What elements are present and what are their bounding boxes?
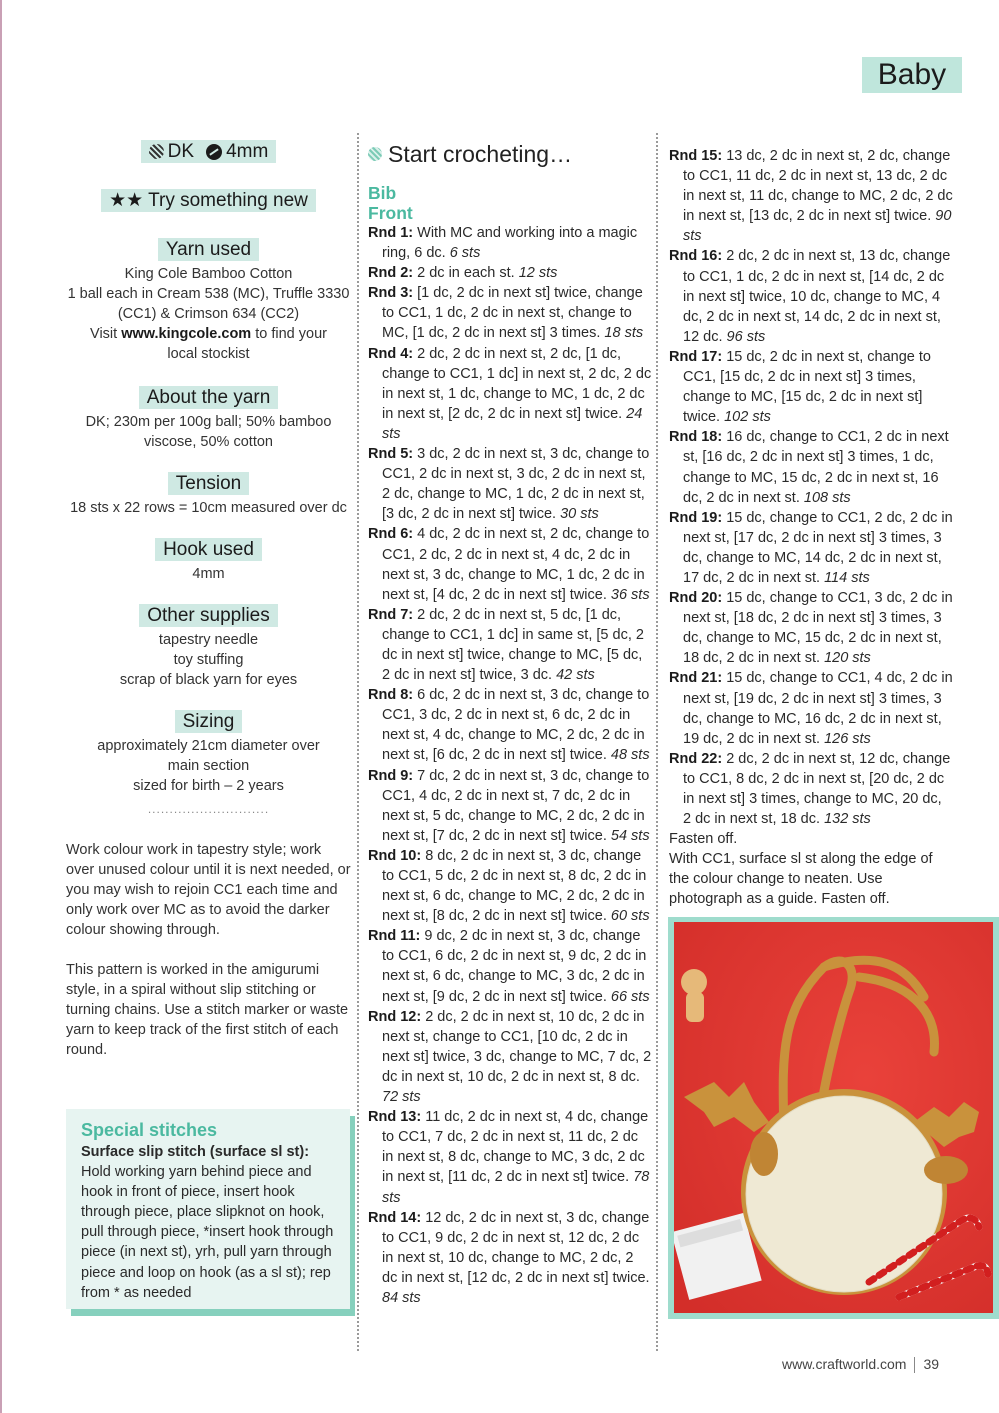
- other-supplies-title: Other supplies: [139, 604, 278, 627]
- round-instructions: 12 dc, 2 dc in next st, 3 dc, change to CC1, 9 dc, 2 dc in next st, 12 dc, 2 dc in next st, 10 dc, change to MC, 2 dc, 2 dc in next st, [12 dc, 2 dc in next st] twice.: [382, 1209, 650, 1286]
- pattern-round: [669, 347, 953, 427]
- pattern-round: [669, 146, 953, 246]
- round-instructions: 3 dc, 2 dc in next st, 3 dc, change to CC1, 2 dc in next st, 3 dc, 2 dc in next st, 2 dc, change to MC, 1 dc, 2 dc in next st, [3 dc, 2 dc in next st] twice.: [382, 446, 650, 523]
- round-label: Rnd 9:: [368, 767, 414, 784]
- round-label: Rnd 13:: [368, 1109, 422, 1126]
- stockist-line: local stockist: [167, 346, 250, 362]
- pattern-round: [669, 427, 953, 507]
- round-label: Rnd 16:: [669, 248, 723, 265]
- about-yarn-title: About the yarn: [139, 386, 279, 409]
- stitch-count: 36 sts: [610, 586, 650, 603]
- round-instructions: 13 dc, 2 dc in next st, 2 dc, change to CC1, 11 dc, 2 dc in next st, 13 dc, 2 dc in next st, 11 dc, change to MC, 2 dc, 2 dc in next st, [13 dc, 2 dc in next st] twice.: [683, 148, 953, 225]
- stitch-count: 42 sts: [556, 667, 595, 684]
- yarn-colours-2: (CC1) & Crimson 634 (CC2): [117, 306, 300, 322]
- dotted-divider: ............................: [147, 802, 270, 816]
- sizing-section: [66, 710, 351, 796]
- sizing-line2: main section: [167, 758, 250, 774]
- stitch-count: 12 sts: [518, 265, 558, 282]
- round-label: Rnd 12:: [368, 1008, 422, 1025]
- heading-text: Start crocheting…: [388, 141, 573, 167]
- stitch-count: 54 sts: [610, 827, 650, 844]
- difficulty-badge: ★★ Try something new: [101, 189, 316, 212]
- stitch-count: 126 sts: [824, 730, 871, 747]
- yarn-brand: King Cole Bamboo Cotton: [124, 266, 293, 282]
- section-tab: Baby: [862, 57, 962, 93]
- stitch-count: 90 sts: [683, 208, 952, 245]
- column-separator: [357, 133, 359, 1351]
- supply-item: toy stuffing: [173, 652, 244, 668]
- round-instructions: 2 dc, 2 dc in next st, 2 dc, [1 dc, change to CC1, 1 dc] in next st, 2 dc, 2 dc in next st, 1 dc, change to MC, 1 dc, 2 dc in next st, [2 dc, 2 dc in next st] twice.: [382, 345, 652, 422]
- stitch-count: 132 sts: [824, 811, 871, 828]
- footer-separator: [914, 1357, 915, 1373]
- pattern-round: [368, 846, 652, 926]
- round-instructions: 15 dc, change to CC1, 2 dc, 2 dc in next st, [17 dc, 2 dc in next st] 3 times, 3 dc, change to MC, 14 dc, 2 dc in next st, 17 dc, 2 dc in next st.: [683, 509, 953, 586]
- supply-item: scrap of black yarn for eyes: [119, 672, 298, 688]
- visit-prefix: Visit: [90, 326, 122, 342]
- pattern-round: [368, 283, 652, 343]
- stitch-count: 24 sts: [382, 405, 643, 442]
- pattern-round: [368, 223, 652, 263]
- supply-item: tapestry needle: [158, 632, 259, 648]
- tension-section: [66, 472, 351, 518]
- visit-suffix: to find your: [251, 326, 327, 342]
- round-label: Rnd 14:: [368, 1209, 422, 1226]
- tapestry-note: Work colour work in tapestry style; work over unused colour until it is next needed, or you may wish to rejoin CC1 each time and only work over MC as to avoid the darker colour showing through.: [66, 842, 351, 938]
- page-footer: [782, 1356, 939, 1373]
- round-instructions: 11 dc, 2 dc in next st, 4 dc, change to CC1, 7 dc, 2 dc in next st, 11 dc, 2 dc in next st, 8 dc, change to MC, 3 dc, 2 dc in next st, [11 dc, 2 dc in next st] twice.: [382, 1109, 649, 1186]
- pattern-round: [669, 508, 953, 588]
- pattern-round: [368, 685, 652, 765]
- yarn-used-title: Yarn used: [158, 238, 259, 261]
- round-label: Rnd 22:: [669, 750, 723, 767]
- pattern-round: [669, 588, 953, 668]
- footer-url[interactable]: www.craftworld.com: [782, 1356, 907, 1372]
- rounds-list: [669, 146, 953, 829]
- fasten-off: Fasten off.: [669, 831, 738, 848]
- round-instructions: 6 dc, 2 dc in next st, 3 dc, change to CC1, 3 dc, 2 dc in next st, 6 dc, 2 dc in next st, 4 dc, change to MC, 2 dc, 2 dc in next st, [6 dc, 2 dc in next st] twice.: [382, 687, 650, 764]
- stitch-count: 6 sts: [449, 245, 481, 262]
- round-label: Rnd 1:: [368, 225, 414, 241]
- pattern-round: [368, 766, 652, 846]
- pattern-round: [669, 246, 953, 346]
- stitch-count: 120 sts: [824, 650, 871, 667]
- round-instructions: 15 dc, change to CC1, 4 dc, 2 dc in next st, [19 dc, 2 dc in next st] 3 times, 3 dc, change to MC, 16 dc, 2 dc in next st, 19 dc, 2 dc in next st.: [683, 670, 953, 747]
- round-instructions: [1 dc, 2 dc in next st] twice, change to CC1, 1 dc, 2 dc in next st, change to MC, [1 dc, 2 dc in next st] 3 times.: [382, 285, 643, 342]
- tension-text: 18 sts x 22 rows = 10cm measured over dc: [70, 500, 347, 516]
- round-instructions: 2 dc, 2 dc in next st, 10 dc, 2 dc in next st, change to CC1, [10 dc, 2 dc in next st] twice, 3 dc, change to MC, 7 dc, 2 dc in next st, 10 dc, 2 dc in next st, 8 dc.: [382, 1008, 652, 1085]
- front-subheading: Front: [368, 203, 413, 223]
- amigurumi-note: This pattern is worked in the amigurumi style, in a spiral without slip stitching or turning chains. Use a stitch marker or waste yarn to keep track of the first stitch of each round.: [66, 962, 349, 1058]
- pattern-round: [368, 524, 652, 604]
- stitch-count: 48 sts: [610, 747, 650, 764]
- pattern-round: [368, 444, 652, 524]
- page-edge-line: [0, 0, 2, 1413]
- surface-slip-stitch-desc: Hold working yarn behind piece and hook in front of piece, insert hook through piece, place slipknot on hook, pull through piece, *insert hook through piece (in next st), yrh, pull yarn through piece and loop on hook (as a sl st); rep from * as needed: [81, 1164, 334, 1301]
- round-label: Rnd 10:: [368, 847, 422, 864]
- round-instructions: 2 dc in each st.: [413, 265, 519, 282]
- round-label: Rnd 18:: [669, 429, 723, 446]
- yarn-used-section: [66, 238, 351, 364]
- hook-used-title: Hook used: [155, 538, 262, 561]
- pattern-round: [368, 605, 652, 685]
- round-instructions: 7 dc, 2 dc in next st, 3 dc, change to CC1, 4 dc, 2 dc in next st, 7 dc, 2 dc in next st, 5 dc, change to MC, 2 dc, 2 dc in next st, [7 dc, 2 dc in next st] twice.: [382, 767, 650, 844]
- round-label: Rnd 15:: [669, 148, 723, 164]
- crochet-hook-icon: [206, 144, 222, 160]
- column-separator: [656, 133, 658, 1351]
- kingcole-link[interactable]: www.kingcole.com: [121, 326, 252, 342]
- round-label: Rnd 11:: [368, 928, 421, 945]
- stitch-count: 84 sts: [382, 1289, 421, 1306]
- round-label: Rnd 2:: [368, 265, 414, 282]
- round-label: Rnd 7:: [368, 606, 414, 623]
- about-yarn-section: [66, 386, 351, 452]
- rounds-list: [368, 223, 652, 1308]
- hook-used-text: 4mm: [192, 566, 225, 582]
- round-label: Rnd 19:: [669, 509, 723, 526]
- about-yarn-line1: DK; 230m per 100g ball; 50% bamboo: [85, 414, 332, 430]
- round-label: Rnd 8:: [368, 687, 414, 704]
- yarn-ball-icon: [149, 144, 164, 159]
- pattern-round: [368, 344, 652, 444]
- round-instructions: 2 dc, 2 dc in next st, 12 dc, change to CC1, 8 dc, 2 dc in next st, [20 dc, 2 dc in next st] 3 times, change to MC, 20 dc, 2 dc in next st, 18 dc.: [683, 750, 951, 828]
- sizing-line1: approximately 21cm diameter over: [97, 738, 320, 754]
- round-instructions: 4 dc, 2 dc in next st, 2 dc, change to CC1, 2 dc, 2 dc in next st, 4 dc, 2 dc in next st, 3 dc, change to MC, 1 dc, 2 dc in next st, [4 dc, 2 dc in next st] twice.: [382, 526, 650, 603]
- round-instructions: 15 dc, change to CC1, 3 dc, 2 dc in next st, [18 dc, 2 dc in next st] 3 times, 3 dc, change to MC, 15 dc, 2 dc in next st, 18 dc, 2 dc in next st.: [683, 590, 953, 667]
- round-label: Rnd 17:: [669, 348, 723, 365]
- round-instructions: 16 dc, change to CC1, 2 dc in next st, [16 dc, 2 dc in next st] 3 times, 1 dc, change to MC, 15 dc, 2 dc in next st, 16 dc, 2 dc in next st.: [683, 429, 949, 506]
- tension-title: Tension: [168, 472, 250, 495]
- bib-photo-frame: [668, 917, 999, 1319]
- hook-used-section: [66, 538, 351, 584]
- round-label: Rnd 20:: [669, 590, 723, 607]
- stitch-count: 96 sts: [726, 328, 766, 345]
- other-supplies-section: [66, 604, 351, 690]
- pattern-round: [368, 1107, 652, 1207]
- stitch-count: 18 sts: [604, 325, 644, 342]
- start-crocheting-heading: [368, 140, 652, 168]
- yarn-weight: DK: [167, 141, 195, 162]
- sizing-line3: sized for birth – 2 years: [133, 778, 284, 794]
- stitch-count: 114 sts: [824, 569, 870, 586]
- round-instructions: 2 dc, 2 dc in next st, 13 dc, change to CC1, 1 dc, 2 dc in next st, [14 dc, 2 dc in next st] twice, 10 dc, change to MC, 4 dc, 2 dc in next st, 14 dc, 2 dc in next st, 12 dc.: [683, 248, 951, 345]
- stitch-count: 30 sts: [560, 506, 599, 523]
- round-instructions: 15 dc, 2 dc in next st, change to CC1, [15 dc, 2 dc in next st] 3 times, change to MC, [15 dc, 2 dc in next st] twice.: [683, 348, 931, 426]
- pattern-round: [669, 668, 953, 748]
- round-label: Rnd 4:: [368, 345, 414, 362]
- special-stitches-title: Special stitches: [81, 1120, 218, 1140]
- pattern-round: [669, 749, 953, 829]
- about-yarn-line2: viscose, 50% cotton: [144, 434, 273, 450]
- sizing-title: Sizing: [175, 710, 243, 733]
- yarn-colours-1: 1 ball each in Cream 538 (MC), Truffle 3330: [67, 286, 350, 302]
- yarn-ball-icon: [368, 147, 382, 161]
- round-label: Rnd 21:: [669, 670, 723, 687]
- bib-subheading: Bib: [368, 183, 397, 203]
- special-stitches-text: [81, 1142, 336, 1303]
- round-label: Rnd 5:: [368, 446, 414, 463]
- pattern-round: [368, 1007, 652, 1107]
- yarn-visit-line: [66, 324, 351, 344]
- page-number: 39: [923, 1356, 940, 1372]
- round-instructions: 8 dc, 2 dc in next st, 3 dc, change to CC1, 5 dc, 2 dc in next st, 8 dc, 2 dc in next st, 6 dc, change to MC, 2 dc, 2 dc in next st, [8 dc, 2 dc in next st] twice.: [382, 847, 647, 925]
- round-label: Rnd 6:: [368, 526, 414, 543]
- stitch-count: 78 sts: [382, 1169, 650, 1206]
- reindeer-bib-photo: [674, 922, 993, 1313]
- info-sidebar: [66, 140, 351, 1060]
- stitch-count: 108 sts: [803, 489, 851, 506]
- pattern-round: [368, 1208, 652, 1308]
- stitch-count: 66 sts: [610, 988, 650, 1005]
- round-instructions: 9 dc, 2 dc in next st, 3 dc, change to CC1, 6 dc, 2 dc in next st, 9 dc, 2 dc in next st, 6 dc, change to MC, 3 dc, 2 dc in next st, [9 dc, 2 dc in next st] twice.: [382, 928, 647, 1005]
- stitch-count: 72 sts: [382, 1089, 421, 1106]
- stitch-count: 60 sts: [610, 908, 650, 925]
- finishing-instructions: With CC1, surface sl st along the edge of the colour change to neaten. Use photograph as a guide. Fasten off.: [669, 851, 933, 908]
- round-instructions: With MC and working into a magic ring, 6 dc.: [382, 225, 638, 262]
- yarn-hook-badge: [141, 140, 277, 163]
- pattern-column: [368, 140, 652, 1308]
- surface-slip-stitch-label: Surface slip stitch (surface sl st):: [81, 1144, 310, 1160]
- hook-size: 4mm: [226, 141, 269, 162]
- round-instructions: 2 dc, 2 dc in next st, 5 dc, [1 dc, change to CC1, 1 dc] in same st, [5 dc, 2 dc in next st] twice, change to MC, [5 dc, 2 dc in next st] twice, 3 dc.: [382, 606, 644, 684]
- pattern-round: [368, 263, 652, 283]
- pattern-round: [368, 926, 652, 1006]
- pattern-column-continued: [669, 146, 953, 910]
- stitch-count: 102 sts: [724, 409, 771, 426]
- round-label: Rnd 3:: [368, 285, 414, 302]
- special-stitches-box: [66, 1109, 350, 1309]
